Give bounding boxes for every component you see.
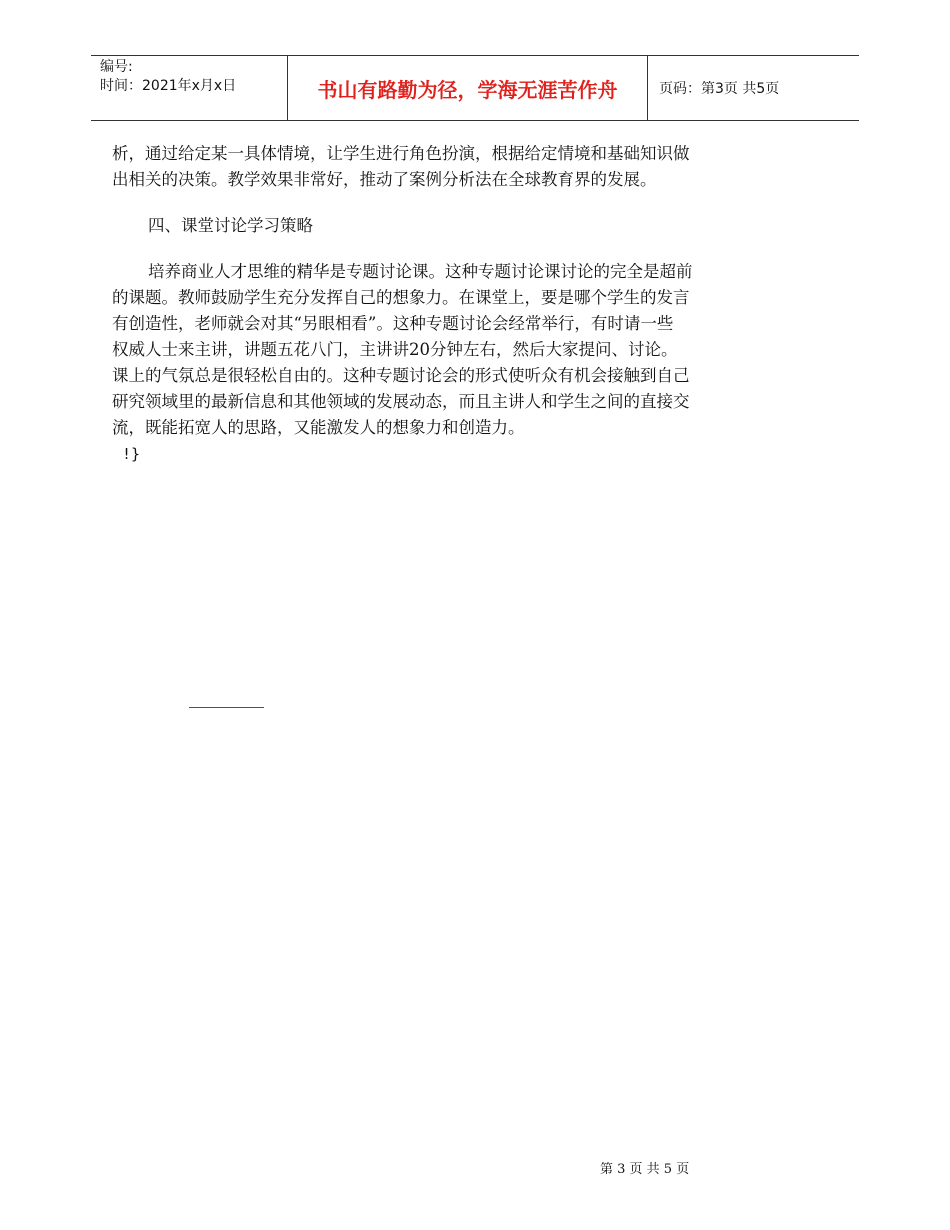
document-header xyxy=(91,55,859,121)
time-label: 时间：2021年x月x日 xyxy=(100,78,237,94)
paragraph-line: 研究领域里的最新信息和其他领域的发展动态，而且主讲人和学生之间的直接交 xyxy=(112,392,690,411)
paragraph-line: 出相关的决策。教学效果非常好，推动了案例分析法在全球教育界的发展。 xyxy=(112,170,657,189)
stray-characters: !} xyxy=(122,445,141,463)
spacer xyxy=(112,193,782,213)
document-body xyxy=(112,141,782,467)
paragraph-line: 的课题。教师鼓励学生充分发挥自己的想象力。在课堂上，要是哪个学生的发言 xyxy=(112,288,690,307)
header-motto: 书山有路勤为径，学海无涯苦作舟 xyxy=(287,56,648,120)
page-footer: 第 3 页 共 5 页 xyxy=(600,1162,690,1177)
paragraph-line: 流，既能拓宽人的思路，又能激发人的想象力和创造力。 xyxy=(112,418,525,437)
paragraph-line: 权威人士来主讲，讲题五花八门，主讲讲20分钟左右，然后大家提问、讨论。 xyxy=(112,340,678,359)
header-page-info: 页码：第3页 共5页 xyxy=(659,81,780,97)
header-meta xyxy=(91,56,287,120)
spacer xyxy=(112,239,782,259)
paragraph-line: 课上的气氛总是很轻松自由的。这种专题讨论会的形式使听众有机会接触到自己 xyxy=(112,366,690,385)
section-heading: 四、课堂讨论学习策略 xyxy=(148,216,313,235)
paragraph-line: 培养商业人才思维的精华是专题讨论课。这种专题讨论课讨论的完全是超前 xyxy=(148,262,693,281)
paragraph-line: 有创造性，老师就会对其“另眼相看”。这种专题讨论会经常举行，有时请一些 xyxy=(112,314,674,333)
number-label: 编号: xyxy=(100,59,133,75)
paragraph-line: 析，通过给定某一具体情境，让学生进行角色扮演，根据给定情境和基础知识做 xyxy=(112,144,690,163)
hyperlink-underline[interactable] xyxy=(189,707,264,708)
